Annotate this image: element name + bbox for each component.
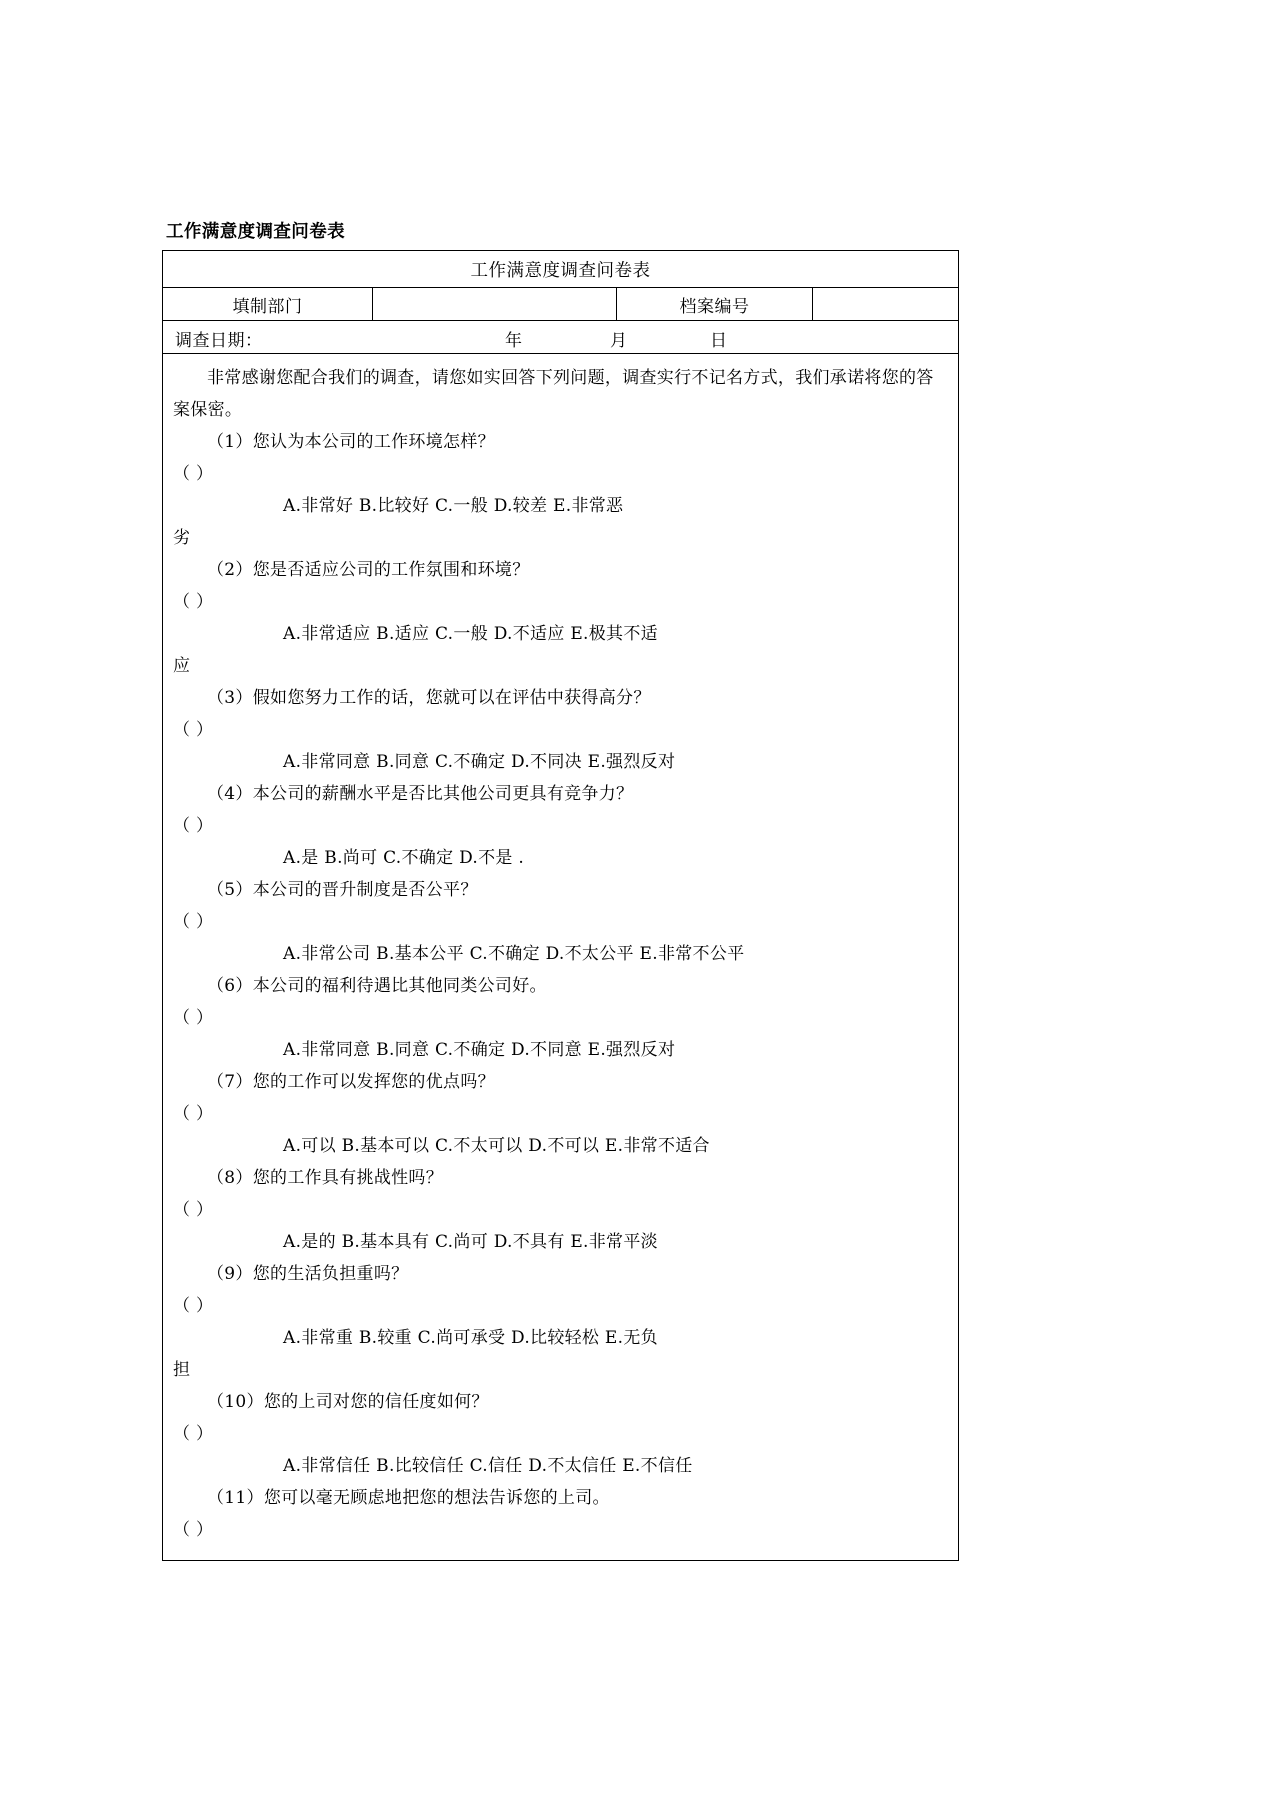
options-wrap-tail: 应 [173,656,191,676]
question-text: （7）您的工作可以发挥您的优点吗？ [207,1072,495,1092]
question-options[interactable]: A.非常同意 B.同意 C.不确定 D.不同意 E.强烈反对 [283,1040,676,1060]
question-options[interactable]: A.是 B.尚可 C.不确定 D.不是 . [283,848,525,868]
question-block [173,1258,948,1386]
question-text: （11）您可以毫无顾虑地把您的想法告诉您的上司。 [207,1488,610,1508]
question-text: （5）本公司的晋升制度是否公平？ [207,880,478,900]
survey-date-month-unit: 月 [610,331,628,351]
question-block [173,874,948,970]
question-block [173,1162,948,1258]
survey-date-day-unit: 日 [710,331,728,351]
answer-blank[interactable]: （ ） [173,1296,214,1316]
archive-number-value-field[interactable] [813,288,959,321]
question-options[interactable]: A.可以 B.基本可以 C.不太可以 D.不可以 E.非常不适合 [283,1136,710,1156]
intro-paragraph: 非常感谢您配合我们的调查，请您如实回答下列问题，调查实行不记名方式，我们承诺将您的答案保密。 [173,368,934,420]
question-options[interactable]: A.是的 B.基本具有 C.尚可 D.不具有 E.非常平淡 [283,1232,658,1252]
question-block [173,1386,948,1482]
answer-blank[interactable]: （ ） [173,912,214,932]
question-text: （8）您的工作具有挑战性吗？ [207,1168,444,1188]
question-text: （6）本公司的福利待遇比其他同类公司好。 [207,976,547,996]
survey-date-cell[interactable] [163,321,959,354]
survey-date-label: 调查日期： [175,331,263,351]
table-title-row [163,251,959,288]
questionnaire-body [163,354,959,1561]
answer-blank[interactable]: （ ） [173,1008,214,1028]
survey-date-year-unit: 年 [505,331,523,351]
answer-blank[interactable]: （ ） [173,1424,214,1444]
question-block [173,682,948,778]
question-block [173,1066,948,1162]
answer-blank[interactable]: （ ） [173,720,214,740]
question-options[interactable]: A.非常同意 B.同意 C.不确定 D.不同决 E.强烈反对 [283,752,676,772]
answer-blank[interactable]: （ ） [173,1520,214,1540]
answer-blank[interactable]: （ ） [173,816,214,836]
question-text: （4）本公司的薪酬水平是否比其他公司更具有竞争力？ [207,784,634,804]
question-text: （1）您认为本公司的工作环境怎样？ [207,432,495,452]
archive-number-label: 档案编号 [617,288,813,321]
questionnaire-table [162,250,959,1561]
table-title: 工作满意度调查问卷表 [163,251,959,288]
answer-blank[interactable]: （ ） [173,1200,214,1220]
question-text: （10）您的上司对您的信任度如何？ [207,1392,489,1412]
question-block [173,778,948,874]
department-value-field[interactable] [373,288,617,321]
table-body-row [163,354,959,1561]
answer-blank[interactable]: （ ） [173,464,214,484]
table-header-row [163,288,959,321]
question-block [173,970,948,1066]
page-title: 工作满意度调查问卷表 [166,222,345,242]
answer-blank[interactable]: （ ） [173,1104,214,1124]
question-options[interactable]: A.非常信任 B.比较信任 C.信任 D.不太信任 E.不信任 [283,1456,693,1476]
question-text: （9）您的生活负担重吗？ [207,1264,409,1284]
question-block [173,426,948,554]
question-text: （2）您是否适应公司的工作氛围和环境？ [207,560,530,580]
options-wrap-tail: 担 [173,1360,191,1380]
table-date-row [163,321,959,354]
question-options[interactable]: A.非常重 B.较重 C.尚可承受 D.比较轻松 E.无负 [283,1328,658,1348]
options-wrap-tail: 劣 [173,528,191,548]
question-options[interactable]: A.非常适应 B.适应 C.一般 D.不适应 E.极其不适 [283,624,658,644]
department-label: 填制部门 [163,288,373,321]
question-options[interactable]: A.非常公司 B.基本公平 C.不确定 D.不太公平 E.非常不公平 [283,944,745,964]
answer-blank[interactable]: （ ） [173,592,214,612]
question-block [173,1482,948,1546]
question-text: （3）假如您努力工作的话，您就可以在评估中获得高分？ [207,688,651,708]
question-block [173,554,948,682]
question-options[interactable]: A.非常好 B.比较好 C.一般 D.较差 E.非常恶 [283,496,624,516]
